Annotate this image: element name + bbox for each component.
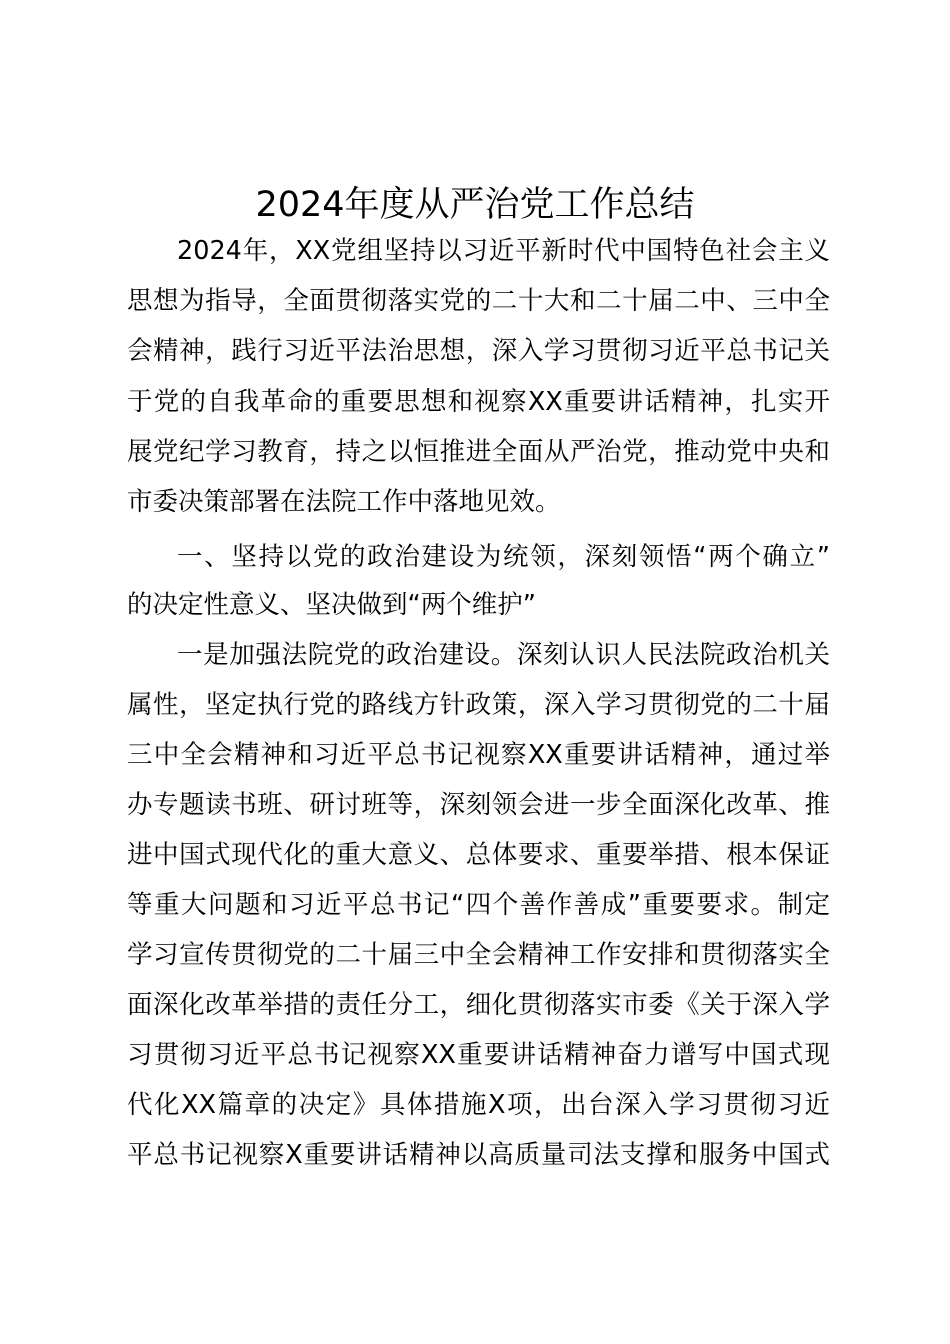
paragraph-line: 学习宣传贯彻党的二十届三中全会精神工作安排和贯彻落实全 [127,940,830,970]
paragraph-line: 面深化改革举措的责任分工，细化贯彻落实市委《关于深入学 [127,990,830,1020]
paragraph-line: 进中国式现代化的重大意义、总体要求、重要举措、根本保证 [127,840,830,870]
paragraph-line: 展党纪学习教育，持之以恒推进全面从严治党，推动党中央和 [127,437,830,467]
paragraph-line: 代化XX篇章的决定》具体措施X项，出台深入学习贯彻习近 [127,1090,830,1120]
paragraph-line: 思想为指导，全面贯彻落实党的二十大和二十届二中、三中全 [127,286,830,316]
paragraph-line: 于党的自我革命的重要思想和视察XX重要讲话精神，扎实开 [127,387,830,417]
paragraph-line: 市委决策部署在法院工作中落地见效。 [127,487,561,517]
paragraph-line: 平总书记视察X重要讲话精神以高质量司法支撑和服务中国式 [127,1140,830,1170]
paragraph-line: 习贯彻习近平总书记视察XX重要讲话精神奋力谱写中国式现 [127,1040,830,1070]
section-heading-line: 一、坚持以党的政治建设为统领，深刻领悟“两个确立” [177,542,830,572]
paragraph-line: 2024年，XX党组坚持以习近平新时代中国特色社会主义 [177,236,830,266]
paragraph-line: 等重大问题和习近平总书记“四个善作善成”重要要求。制定 [127,890,830,920]
paragraph-line: 三中全会精神和习近平总书记视察XX重要讲话精神，通过举 [127,740,830,770]
paragraph-line: 办专题读书班、研讨班等，深刻领会进一步全面深化改革、推 [127,790,830,820]
document-title: 2024年度从严治党工作总结 [255,185,695,225]
paragraph-line: 一是加强法院党的政治建设。深刻认识人民法院政治机关 [177,640,830,670]
paragraph-line: 属性，坚定执行党的路线方针政策，深入学习贯彻党的二十届 [127,690,830,720]
section-heading-line: 的决定性意义、坚决做到“两个维护” [127,590,536,620]
paragraph-line: 会精神，践行习近平法治思想，深入学习贯彻习近平总书记关 [127,336,830,366]
